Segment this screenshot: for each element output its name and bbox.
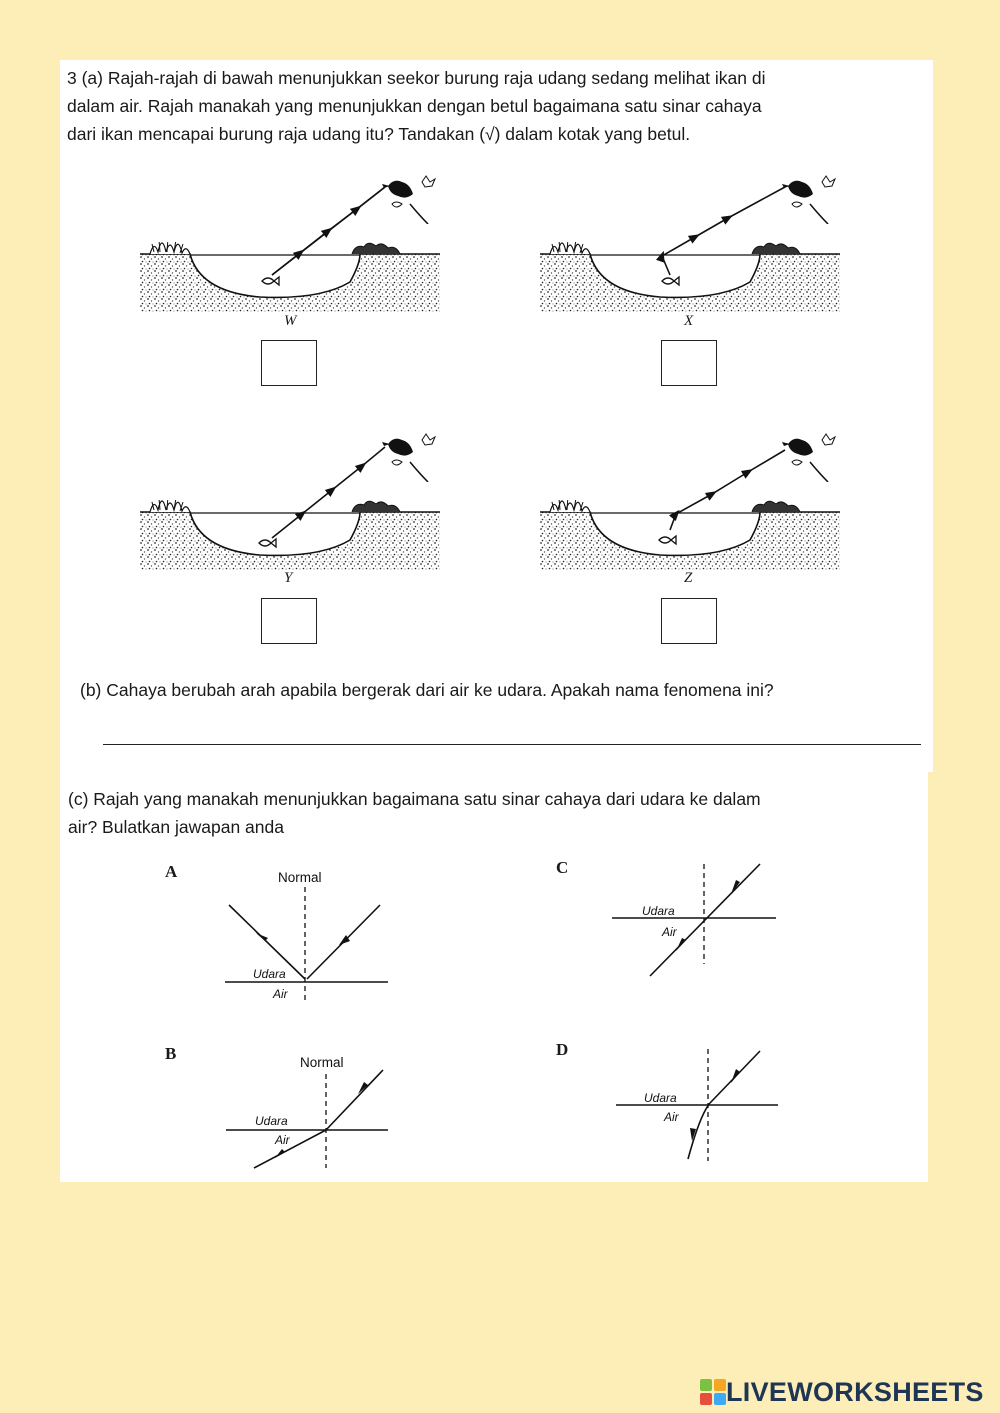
checkbox-z[interactable]	[661, 598, 717, 644]
option-d-diagram[interactable]	[612, 1045, 782, 1165]
option-d-udara-label: Udara	[644, 1091, 677, 1105]
option-c-diagram[interactable]	[610, 860, 780, 980]
option-c-letter[interactable]: C	[556, 858, 569, 877]
worksheet-top	[60, 60, 933, 772]
brand-name: LIVEWORKSHEETS	[726, 1376, 984, 1407]
question-a-line2: dalam air. Rajah manakah yang menunjukkan dengan betul bagaimana satu sinar cahaya	[67, 96, 762, 116]
figure-label-z: Z	[684, 570, 693, 586]
option-d-air-label: Air	[664, 1110, 679, 1124]
question-a-line1: 3 (a) Rajah-rajah di bawah menunjukkan seekor burung raja udang sedang melihat ikan di	[67, 68, 766, 88]
figure-w-diagram	[140, 172, 445, 312]
option-d-letter[interactable]: D	[556, 1040, 569, 1059]
option-a-normal-label: Normal	[278, 870, 322, 885]
figure-label-y: Y	[284, 570, 293, 586]
option-c-air-label: Air	[662, 925, 677, 939]
option-b-diagram[interactable]	[220, 1050, 395, 1175]
liveworksheets-brand[interactable]	[700, 1374, 984, 1410]
checkbox-w[interactable]	[261, 340, 317, 386]
answer-line-b[interactable]	[103, 744, 921, 745]
question-c-line2: air? Bulatkan jawapan anda	[68, 817, 284, 837]
question-c-line1: (c) Rajah yang manakah menunjukkan bagaimana satu sinar cahaya dari udara ke dalam	[68, 789, 761, 809]
question-a-line3: dari ikan mencapai burung raja udang itu? Tandakan (√) dalam kotak yang betul.	[67, 124, 691, 144]
figure-y-diagram	[140, 430, 445, 570]
checkbox-x[interactable]	[661, 340, 717, 386]
option-c-udara-label: Udara	[642, 904, 675, 918]
figure-z-diagram	[540, 430, 845, 570]
checkbox-y[interactable]	[261, 598, 317, 644]
option-b-letter[interactable]: B	[165, 1044, 177, 1063]
option-a-letter[interactable]: A	[165, 862, 178, 881]
option-b-air-label: Air	[275, 1133, 290, 1147]
figure-x-diagram	[540, 172, 845, 312]
liveworksheets-logo-icon	[700, 1379, 726, 1405]
option-a-diagram[interactable]	[220, 865, 395, 1005]
option-b-udara-label: Udara	[255, 1114, 288, 1128]
option-b-normal-label: Normal	[300, 1055, 344, 1070]
figure-label-x: X	[684, 313, 694, 329]
option-a-udara-label: Udara	[253, 967, 286, 981]
option-a-air-label: Air	[273, 987, 288, 1001]
figure-label-w: W	[284, 313, 297, 329]
question-b-text: (b) Cahaya berubah arah apabila bergerak dari air ke udara. Apakah nama fenomena ini?	[80, 680, 774, 700]
